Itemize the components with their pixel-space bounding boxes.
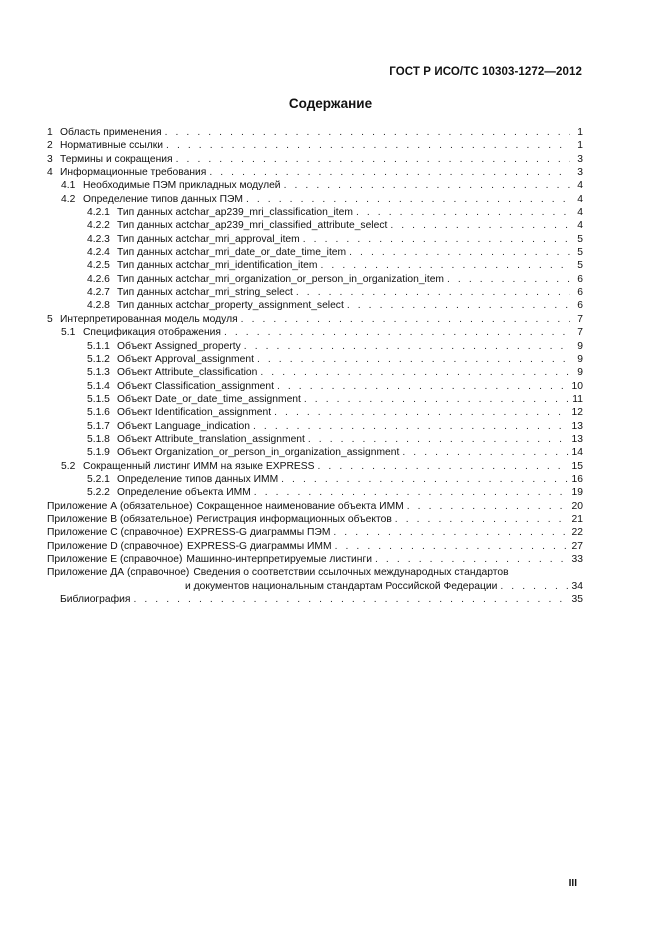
- toc-entry-page: 9: [577, 340, 583, 352]
- toc-entry[interactable]: [47, 193, 583, 206]
- toc-entry-label: Библиография: [60, 594, 131, 606]
- toc-entry-page: 13: [571, 433, 583, 445]
- toc-entry-number: Приложение А (обязательное): [47, 500, 193, 512]
- toc-entry[interactable]: [47, 580, 583, 593]
- toc-entry-label: Тип данных actchar_ap239_mri_classification_item: [117, 207, 353, 219]
- dot-leader: [224, 326, 570, 339]
- dot-leader: [395, 513, 569, 526]
- toc-entry-number: 5.1.7: [87, 420, 110, 432]
- toc-entry[interactable]: [47, 420, 583, 433]
- dot-leader: [500, 580, 568, 593]
- toc-entry-page: 6: [577, 287, 583, 299]
- toc-entry-number: 4.2.1: [87, 207, 110, 219]
- toc-entry-number: 4.2.4: [87, 247, 110, 259]
- toc-entry[interactable]: [47, 126, 583, 139]
- dot-leader: [165, 126, 570, 139]
- toc-entry-number: Приложение D (справочное): [47, 540, 183, 552]
- toc-entry-number: 3: [47, 153, 53, 165]
- toc-entry-page: 6: [577, 273, 583, 285]
- dot-leader: [254, 486, 569, 499]
- toc-entry-page: 12: [571, 407, 583, 419]
- toc-entry-label: Определение типов данных ПЭМ: [83, 193, 243, 205]
- toc-entry[interactable]: [47, 553, 583, 566]
- toc-entry[interactable]: [47, 393, 583, 406]
- toc-entry-number: 5.1.9: [87, 447, 110, 459]
- toc-entry-page: 14: [571, 447, 583, 459]
- dot-leader: [253, 420, 569, 433]
- toc-entry-page: 9: [577, 353, 583, 365]
- toc-entry-page: 10: [571, 380, 583, 392]
- dot-leader: [447, 273, 570, 286]
- dot-leader: [347, 299, 570, 312]
- toc-entry-page: 11: [572, 393, 583, 405]
- toc-entry-page: 19: [571, 487, 583, 499]
- toc-entry-number: 5.1.4: [87, 380, 110, 392]
- toc-entry[interactable]: [47, 313, 583, 326]
- toc-entry[interactable]: [47, 353, 583, 366]
- toc-entry-label: Объект Approval_assignment: [117, 353, 254, 365]
- toc-entry-page: 27: [571, 540, 583, 552]
- toc-entry-label: Объект Identification_assignment: [117, 407, 272, 419]
- toc-entry-label: и документов национальным стандартам Российской Федерации: [185, 580, 498, 592]
- dot-leader: [320, 259, 570, 272]
- toc-entry[interactable]: [47, 566, 583, 579]
- toc-entry-page: 4: [577, 180, 583, 192]
- dot-leader: [402, 446, 568, 459]
- toc-entry-page: 7: [577, 327, 583, 339]
- toc-entry-label: Тип данных actchar_mri_organization_or_person_in_organization_item: [117, 273, 444, 285]
- toc-entry-page: 22: [571, 527, 583, 539]
- toc-entry-number: 5.2.2: [87, 487, 110, 499]
- dot-leader: [335, 540, 569, 553]
- toc-entry-label: Регистрация информационных объектов: [196, 513, 392, 525]
- toc-entry-label: Определение объекта ИММ: [117, 487, 251, 499]
- toc-entry-page: 7: [577, 313, 583, 325]
- toc-entry-page: 6: [577, 300, 583, 312]
- toc-entry-page: 1: [577, 127, 583, 138]
- toc-entry-page: 35: [571, 594, 583, 606]
- toc-entry[interactable]: [47, 526, 583, 539]
- toc-entry-number: 4.2.3: [87, 233, 110, 245]
- dot-leader: [176, 153, 570, 166]
- page-number: III: [568, 878, 577, 889]
- toc-entry-number: Приложение В (обязательное): [47, 513, 193, 525]
- toc-entry[interactable]: [47, 340, 583, 353]
- toc-entry-page: 3: [577, 153, 583, 165]
- toc-entry-number: 4.2.8: [87, 300, 110, 312]
- toc-entry-number: 4.2.5: [87, 260, 110, 272]
- dot-leader: [133, 593, 568, 606]
- toc-entry-label: Необходимые ПЭМ прикладных модулей: [83, 180, 281, 192]
- toc-entry[interactable]: [47, 246, 583, 259]
- toc-entry[interactable]: [47, 460, 583, 473]
- dot-leader: [257, 353, 570, 366]
- toc-entry[interactable]: [47, 233, 583, 246]
- dot-leader: [274, 406, 568, 419]
- toc-entry-page: 16: [571, 473, 583, 485]
- toc-entry-label: Определение типов данных ИММ: [117, 473, 279, 485]
- toc-entry-label: Объект Date_or_date_time_assignment: [117, 393, 301, 405]
- toc-entry-page: 4: [577, 207, 583, 219]
- toc-entry-page: 5: [577, 260, 583, 272]
- dot-leader: [308, 433, 569, 446]
- toc-entry-number: 5.2.1: [87, 473, 110, 485]
- dot-leader: [244, 340, 570, 353]
- toc-entry-number: Приложение ДА (справочное): [47, 567, 190, 579]
- toc-entry-page: 5: [577, 233, 583, 245]
- toc-entry-number: 1: [47, 127, 53, 138]
- dot-leader: [166, 139, 570, 152]
- toc-entry-page: 1: [577, 140, 583, 152]
- toc-entry-number: 5.2: [61, 460, 76, 472]
- toc-entry[interactable]: [47, 433, 583, 446]
- toc-entry-page: 34: [571, 580, 583, 592]
- toc-entry-label: Объект Language_indication: [117, 420, 250, 432]
- toc-entry-number: 5: [47, 313, 53, 325]
- toc-entry[interactable]: [47, 153, 583, 166]
- toc-entry-number: 5.1.8: [87, 433, 110, 445]
- toc-entry-number: 5.1.6: [87, 407, 110, 419]
- toc-entry-page: 9: [577, 367, 583, 379]
- toc-entry-label: Объект Classification_assignment: [117, 380, 274, 392]
- toc-entry-page: 3: [577, 167, 583, 179]
- toc-entry-number: 5.1.3: [87, 367, 110, 379]
- toc-entry-page: 4: [577, 220, 583, 232]
- toc-entry[interactable]: [47, 366, 583, 379]
- toc-entry-label: Тип данных actchar_mri_string_select: [117, 287, 293, 299]
- dot-leader: [284, 179, 570, 192]
- toc-entry-number: Приложение Е (справочное): [47, 554, 183, 565]
- toc-entry[interactable]: [47, 179, 583, 192]
- toc-entry-label: Объект Attribute_classification: [117, 367, 258, 379]
- toc-entry[interactable]: [47, 406, 583, 419]
- toc-entry[interactable]: [47, 286, 583, 299]
- toc-entry-label: Нормативные ссылки: [60, 140, 164, 152]
- toc-entry-label: Тип данных actchar_mri_identification_item: [117, 260, 318, 272]
- toc-entry-page: 20: [571, 500, 583, 512]
- toc-entry[interactable]: [47, 540, 583, 553]
- toc-entry[interactable]: [47, 380, 583, 393]
- toc-entry-number: 5.1: [61, 327, 76, 339]
- toc-entry-page: 33: [571, 554, 583, 565]
- dot-leader: [241, 313, 570, 326]
- toc-entry-label: Информационные требования: [60, 167, 207, 179]
- toc-entry[interactable]: [47, 273, 583, 286]
- dot-leader: [303, 233, 570, 246]
- dot-leader: [209, 166, 570, 179]
- toc-entry-number: 4: [47, 167, 53, 179]
- toc-entry-label: Сведения о соответствии ссылочных международных стандартов: [193, 567, 509, 579]
- page-title: Содержание: [288, 96, 373, 111]
- toc-entry[interactable]: [47, 486, 583, 499]
- dot-leader: [333, 526, 568, 539]
- dot-leader: [356, 206, 570, 219]
- toc-entry-label: EXPRESS-G диаграммы ИММ: [186, 540, 332, 552]
- toc-entry-label: Спецификация отображения: [83, 327, 221, 339]
- toc-entry-number: 4.2.6: [87, 273, 110, 285]
- toc-entry-page: 13: [571, 420, 583, 432]
- toc-entry-label: Машинно-интерпретируемые листинги: [186, 554, 373, 565]
- dot-leader: [304, 393, 569, 406]
- toc-entry-page: 21: [571, 513, 583, 525]
- dot-leader: [349, 246, 570, 259]
- toc-entry-label: Тип данных actchar_ap239_mri_classified_attribute_select: [117, 220, 388, 232]
- toc-entry-label: Тип данных actchar_property_assignment_select: [117, 300, 344, 312]
- toc-entry[interactable]: [47, 593, 583, 606]
- toc-entry-label: Интерпретированная модель модуля: [60, 313, 238, 325]
- toc-entry[interactable]: [47, 513, 583, 526]
- dot-leader: [390, 219, 570, 232]
- toc-entry-number: 4.2.2: [87, 220, 110, 232]
- toc-entry[interactable]: [47, 326, 583, 339]
- dot-leader: [281, 473, 568, 486]
- toc-entry[interactable]: [47, 206, 583, 219]
- toc-entry-number: Приложение С (справочное): [47, 527, 183, 539]
- toc-entry-number: 2: [47, 140, 53, 152]
- dot-leader: [407, 500, 569, 513]
- toc-entry-label: Объект Organization_or_person_in_organization_assignment: [117, 447, 400, 459]
- toc-entry-number: 4.1: [61, 180, 76, 192]
- toc-entry[interactable]: [47, 219, 583, 232]
- dot-leader: [277, 380, 569, 393]
- toc-entry[interactable]: [47, 446, 583, 459]
- toc-entry[interactable]: [47, 473, 583, 486]
- toc-entry[interactable]: [47, 139, 583, 152]
- toc-entry-label: EXPRESS-G диаграммы ПЭМ: [186, 527, 331, 539]
- toc-entry[interactable]: [47, 299, 583, 312]
- dot-leader: [260, 366, 570, 379]
- dot-leader: [318, 460, 569, 473]
- dot-leader: [296, 286, 570, 299]
- standard-code: ГОСТ Р ИСО/ТС 10303-1272—2012: [389, 66, 582, 78]
- toc-entry-label: Термины и сокращения: [60, 153, 173, 165]
- toc-entry-page: 4: [577, 193, 583, 205]
- toc-entry-label: Сокращенный листинг ИММ на языке EXPRESS: [83, 460, 315, 472]
- toc-entry-number: 5.1.2: [87, 353, 110, 365]
- toc-entry-page: 5: [577, 247, 583, 259]
- toc-entry-label: Тип данных actchar_mri_date_or_date_time_item: [117, 247, 347, 259]
- dot-leader: [375, 553, 569, 566]
- toc-entry-label: Объект Attribute_translation_assignment: [117, 433, 305, 445]
- toc-entry-label: Сокращенное наименование объекта ИММ: [196, 500, 404, 512]
- toc-entry-label: Объект Assigned_property: [117, 340, 241, 352]
- toc-entry-number: 4.2.7: [87, 287, 110, 299]
- toc-entry-number: 4.2: [61, 193, 76, 205]
- toc-entry-page: 15: [571, 460, 583, 472]
- toc-entry-number: 5.1.5: [87, 393, 110, 405]
- toc-entry-label: Область применения: [60, 127, 162, 138]
- toc-entry[interactable]: [47, 500, 583, 513]
- table-of-contents: [47, 126, 583, 606]
- toc-entry-label: Тип данных actchar_mri_approval_item: [117, 233, 300, 245]
- toc-entry-number: 5.1.1: [87, 340, 110, 352]
- toc-entry[interactable]: [47, 259, 583, 272]
- toc-entry[interactable]: [47, 166, 583, 179]
- dot-leader: [246, 193, 570, 206]
